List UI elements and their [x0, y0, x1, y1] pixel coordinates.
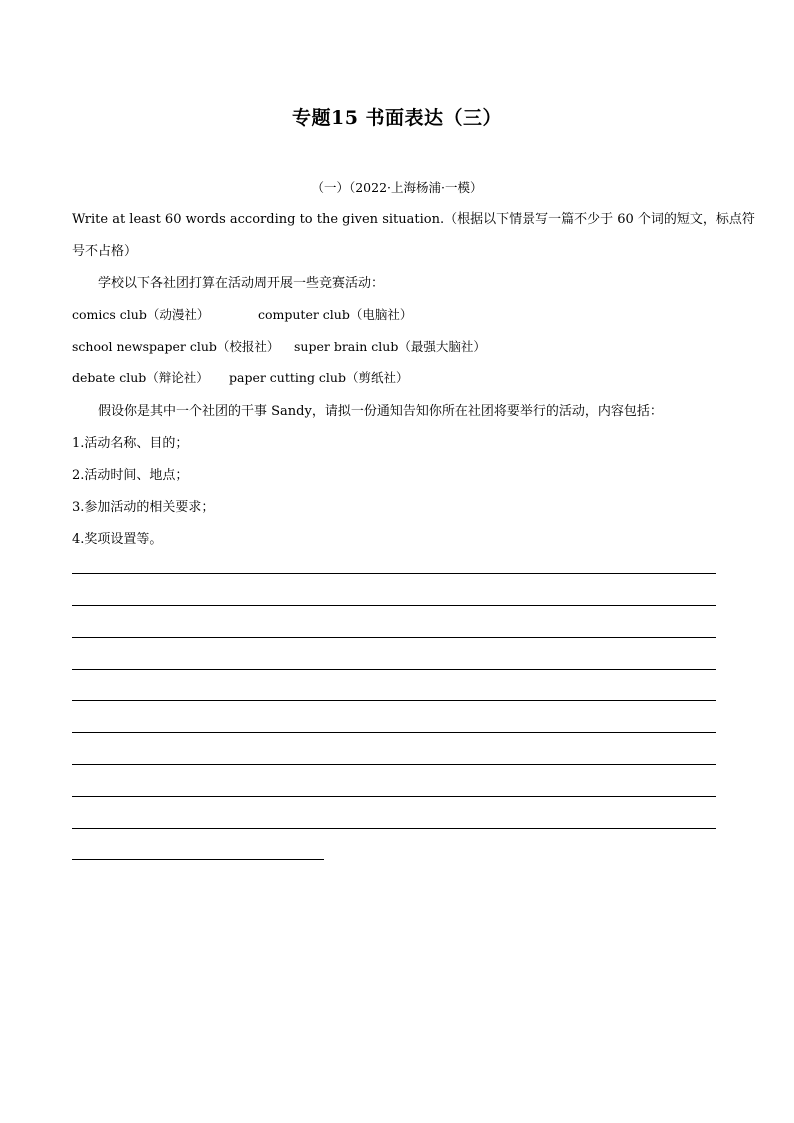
point-3: 3.参加活动的相关要求；	[72, 500, 215, 515]
answer-line[interactable]	[72, 573, 716, 574]
club-comics: comics club（动漫社）	[72, 307, 210, 322]
answer-line[interactable]	[72, 669, 716, 670]
club-super-brain: super brain club（最强大脑社）	[294, 339, 486, 354]
answer-line-last[interactable]	[72, 859, 324, 860]
page-title: 专题15 书面表达（三）	[291, 107, 503, 129]
answer-line[interactable]	[72, 796, 716, 797]
question-source: （一）（2022·上海杨浦·一模）	[311, 180, 483, 195]
answer-line[interactable]	[72, 828, 716, 829]
club-paper-cutting: paper cutting club（剪纸社）	[229, 370, 409, 385]
task-text: 假设你是其中一个社团的干事 Sandy，请拟一份通知告知你所在社团将要举行的活动，内容包括：	[98, 404, 663, 419]
club-school-newspaper: school newspaper club（校报社）	[72, 339, 280, 354]
answer-line[interactable]	[72, 605, 716, 606]
answer-line[interactable]	[72, 764, 716, 765]
instruction-line-1: Write at least 60 words according to the given situation.（根据以下情景写一篇不少于 60 个词的短文，标点符	[72, 212, 755, 227]
point-2: 2.活动时间、地点；	[72, 468, 189, 483]
instruction-line-2: 号不占格）	[72, 244, 138, 259]
answer-line[interactable]	[72, 637, 716, 638]
point-4: 4.奖项设置等。	[72, 532, 163, 547]
intro-text: 学校以下各社团打算在活动周开展一些竞赛活动：	[98, 276, 385, 291]
point-1: 1.活动名称、目的；	[72, 436, 189, 451]
answer-line[interactable]	[72, 700, 716, 701]
answer-line[interactable]	[72, 732, 716, 733]
club-computer: computer club（电脑社）	[258, 307, 413, 322]
club-debate: debate club（辩论社）	[72, 370, 209, 385]
